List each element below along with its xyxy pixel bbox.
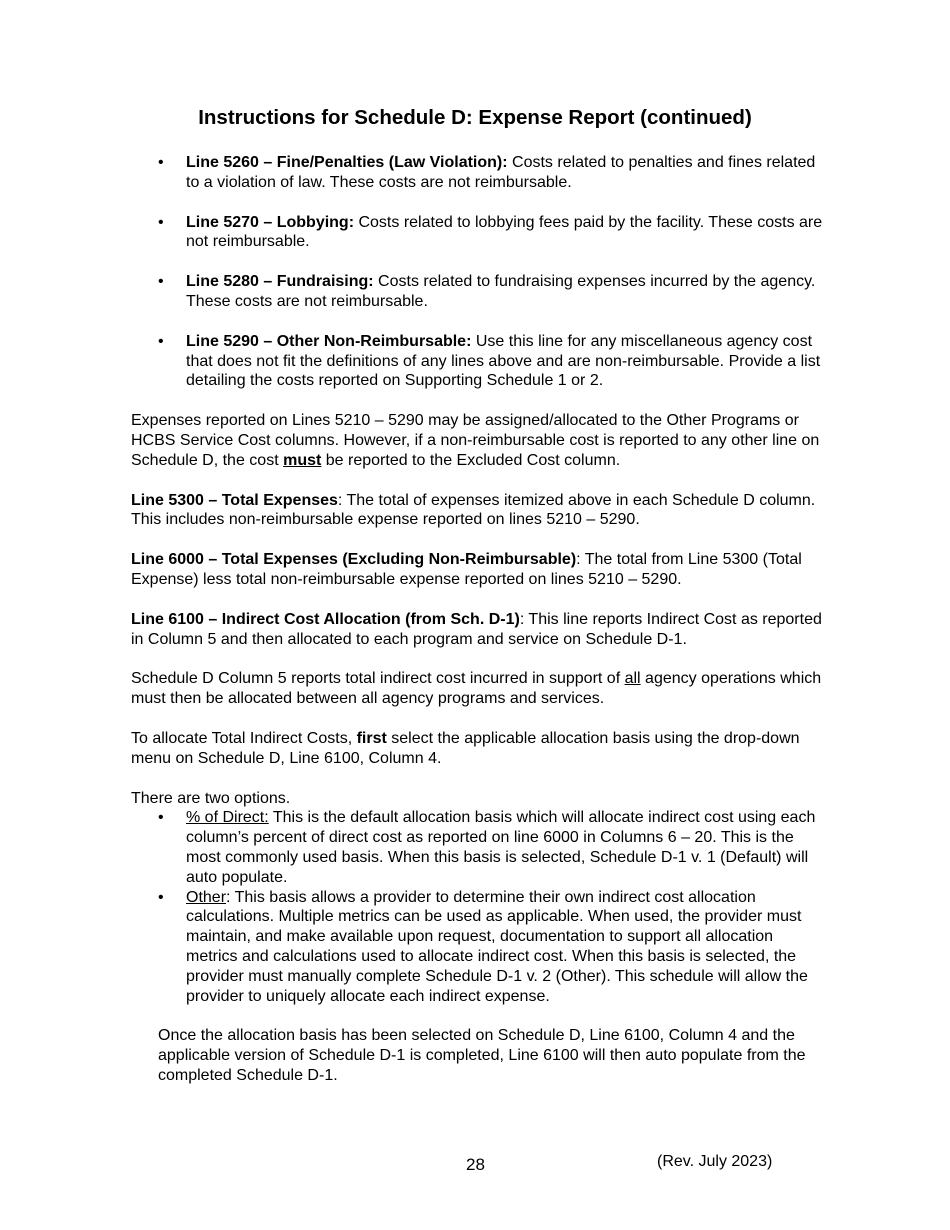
- list-item: [131, 153, 826, 193]
- bullet-icon: •: [158, 213, 164, 231]
- page-number: 28: [466, 1155, 485, 1174]
- column-5-paragraph: Schedule D Column 5 reports total indirect cost incurred in support of all agency operations which must then be allocated between all agency programs and services.: [131, 670, 822, 708]
- bullet-icon: •: [158, 809, 164, 827]
- emphasis-first: first: [356, 729, 387, 747]
- option-label: % of Direct:: [186, 809, 269, 827]
- revision-date: (Rev. July 2023): [657, 1153, 773, 1170]
- emphasis-all: all: [624, 670, 641, 688]
- options-intro: There are two options.: [131, 789, 291, 807]
- document-body: [131, 153, 826, 1106]
- page-title: Instructions for Schedule D: Expense Report (continued): [198, 106, 752, 129]
- bullet-icon: •: [158, 888, 164, 906]
- line-label: Line 5270 – Lobbying:: [186, 213, 355, 231]
- line-text: Costs related to penalties and fines related to a violation of law. These costs are not reimbursable.: [186, 154, 816, 191]
- list-item: [131, 332, 826, 391]
- option-text: : This basis allows a provider to determine their own indirect cost allocation calculations. Multiple metrics can be used as applicable. When used, the provider must maintain, and make available upon request, documentation to support all allocation metrics and calculations used to allocate indirect cost. When this basis is selected, the provider must manually complete Schedule D-1 v. 2 (Other). This schedule will allow the provider to uniquely allocate each indirect expense.: [186, 888, 808, 1005]
- line-text: Costs related to fundraising expenses incurred by the agency. These costs are not reimbursable.: [186, 273, 816, 310]
- bullet-icon: •: [158, 273, 164, 291]
- line-label: Line 5290 – Other Non-Reimbursable:: [186, 332, 472, 350]
- line-label: Line 5260 – Fine/Penalties (Law Violation):: [186, 154, 508, 171]
- list-item: [131, 808, 826, 887]
- line-label: Line 6000 – Total Expenses (Excluding Non-Reimbursable): [131, 551, 577, 569]
- line-label: Line 5300 – Total Expenses: [131, 491, 338, 509]
- options-list: [131, 808, 826, 1006]
- list-item: [131, 213, 826, 253]
- bullet-icon: •: [158, 332, 164, 350]
- closing-paragraph: Once the allocation basis has been selected on Schedule D, Line 6100, Column 4 and the applicable version of Schedule D-1 is completed, Line 6100 will then auto populate from the completed Schedule D-1.: [158, 1027, 806, 1084]
- line-text: Use this line for any miscellaneous agency cost that does not fit the definitions of any lines above and are non-reimbursable. Provide a list detailing the costs reported on Supporting Schedule 1 or 2.: [186, 332, 821, 390]
- line-item-list: [131, 153, 826, 391]
- allocate-paragraph: To allocate Total Indirect Costs, first select the applicable allocation basis using the drop-down menu on Schedule D, Line 6100, Column 4.: [131, 729, 800, 767]
- bullet-icon: •: [158, 154, 164, 171]
- line-text: Costs related to lobbying fees paid by the facility. These costs are not reimbursable.: [186, 213, 823, 251]
- line-label: Line 5280 – Fundraising:: [186, 273, 374, 291]
- expenses-paragraph: Expenses reported on Lines 5210 – 5290 may be assigned/allocated to the Other Programs or HCBS Service Cost columns. However, if a non-reimbursable cost is reported to any other line on Schedule D, the cost must be reported to the Excluded Cost column.: [131, 412, 820, 469]
- line-5300-paragraph: Line 5300 – Total Expenses: The total of expenses itemized above in each Schedule D column. This includes non-reimbursable expense reported on lines 5210 – 5290.: [131, 491, 816, 529]
- line-label: Line 6100 – Indirect Cost Allocation (from Sch. D-1): [131, 610, 520, 628]
- option-text: This is the default allocation basis which will allocate indirect cost using each column’s percent of direct cost as reported on line 6000 in Columns 6 – 20. This is the most commonly used basis. When this basis is selected, Schedule D-1 v. 1 (Default) will auto populate.: [186, 809, 816, 886]
- list-item: [131, 272, 826, 312]
- option-label: Other: [186, 888, 227, 906]
- list-item: [131, 888, 826, 1007]
- emphasis-must: must: [283, 451, 322, 469]
- line-6100-paragraph: Line 6100 – Indirect Cost Allocation (from Sch. D-1): This line reports Indirect Cost as reported in Column 5 and then allocated to each program and service on Schedule D-1.: [131, 610, 822, 648]
- line-6000-paragraph: Line 6000 – Total Expenses (Excluding Non-Reimbursable): The total from Line 5300 (Total Expense) less total non-reimbursable expense reported on lines 5210 – 5290.: [131, 551, 802, 588]
